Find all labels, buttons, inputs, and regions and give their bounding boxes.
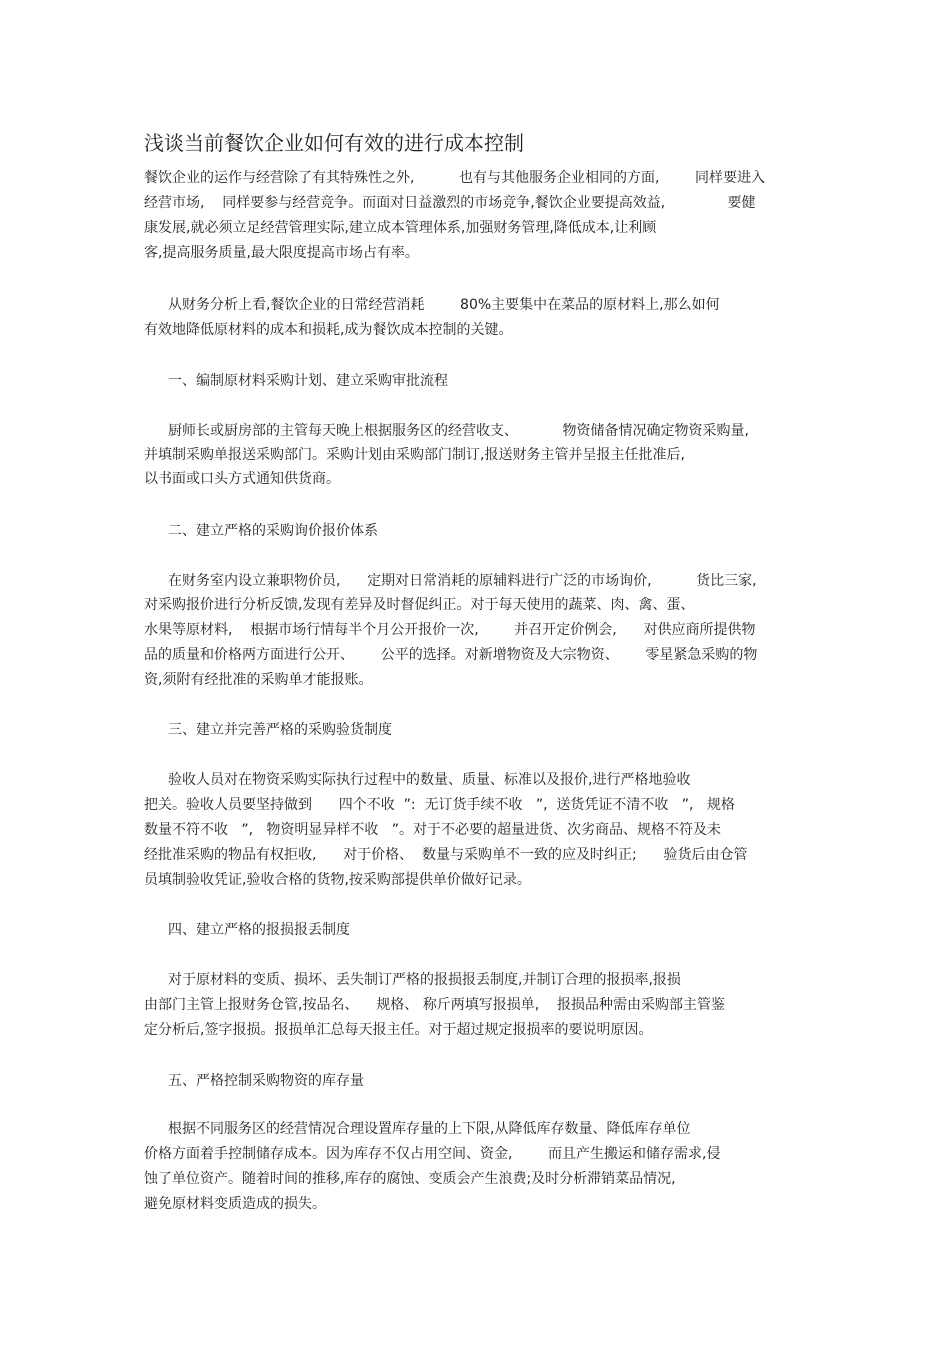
section-3-line-3: 数量不符不收 ”, 物资明显异样不收 ”。对于不必要的超量进货、次劣商品、规格不符及未: [144, 822, 722, 838]
section-2-line-2: 对采购报价进行分析反馈,发现有差异及时督促纠正。对于每天使用的蔬菜、肉、禽、蛋、: [144, 597, 695, 613]
section-3-heading: 三、建立并完善严格的采购验货制度: [168, 722, 392, 738]
section-1-line-1: 厨师长或厨房部的主管每天晚上根据服务区的经营收支、 物资储备情况确定物资采购量,: [168, 423, 749, 439]
section-1-line-3: 以书面或口头方式通知供货商。: [144, 471, 340, 487]
section-2-line-5: 资,须附有经批准的采购单才能报账。: [144, 672, 373, 688]
intro-line-1: 餐饮企业的运作与经营除了有其特殊性之外, 也有与其他服务企业相同的方面, 同样要进入: [144, 170, 766, 186]
section-5-line-4: 避免原材料变质造成的损失。: [144, 1196, 326, 1212]
section-3-line-4: 经批准采购的物品有权拒收, 对于价格、 数量与采购单不一致的应及时纠正; 验货后由仓管: [144, 847, 748, 863]
section-5-line-3: 蚀了单位资产。随着时间的推移,库存的腐蚀、变质会产生浪费;及时分析滞销菜品情况,: [144, 1171, 676, 1187]
section-2-line-4: 品的质量和价格两方面进行公开、 公平的选择。对新增物资及大宗物资、 零星紧急采购的物: [144, 647, 758, 663]
section-4-line-3: 定分析后,签字报损。报损单汇总每天报主任。对于超过规定报损率的要说明原因。: [144, 1022, 653, 1038]
document-title: 浅谈当前餐饮企业如何有效的进行成本控制: [144, 131, 524, 155]
section-2-line-3: 水果等原材料, 根据市场行情每半个月公开报价一次, 并召开定价例会, 对供应商所提供物: [144, 622, 756, 638]
section-4-line-1: 对于原材料的变质、损坏、丢失制订严格的报损报丢制度,并制订合理的报损率,报损: [168, 972, 681, 988]
section-5-line-2: 价格方面着手控制储存成本。因为库存不仅占用空间、资金, 而且产生搬运和储存需求,侵: [144, 1146, 721, 1162]
section-3-line-1: 验收人员对在物资采购实际执行过程中的数量、质量、标准以及报价,进行严格地验收: [168, 772, 691, 788]
section-4-line-2: 由部门主管上报财务仓管,按品名、 规格、 称斤两填写报损单, 报损品种需由采购部主管鉴: [144, 997, 725, 1013]
intro-line-2: 经营市场, 同样要参与经营竞争。而面对日益激烈的市场竞争,餐饮企业要提高效益, 要健: [144, 195, 756, 211]
section-5-line-1: 根据不同服务区的经营情况合理设置库存量的上下限,从降低库存数量、降低库存单位: [168, 1121, 691, 1137]
finance-line-1: 从财务分析上看,餐饮企业的日常经营消耗 80%主要集中在菜品的原材料上,那么如何: [168, 297, 720, 313]
section-2-line-1: 在财务室内设立兼职物价员, 定期对日常消耗的原辅料进行广泛的市场询价, 货比三家,: [168, 573, 757, 589]
section-5-heading: 五、严格控制采购物资的库存量: [168, 1073, 364, 1089]
intro-line-4: 客,提高服务质量,最大限度提高市场占有率。: [144, 245, 419, 261]
section-2-heading: 二、建立严格的采购询价报价体系: [168, 523, 378, 539]
section-3-line-2: 把关。验收人员要坚持做到 四个不收 ”: 无订货手续不收 ”, 送货凭证不清不收 ”, 规格: [144, 797, 735, 813]
section-3-line-5: 员填制验收凭证,验收合格的货物,按采购部提供单价做好记录。: [144, 872, 531, 888]
intro-line-3: 康发展,就必须立足经营管理实际,建立成本管理体系,加强财务管理,降低成本,让利顾: [144, 220, 657, 236]
finance-line-2: 有效地降低原材料的成本和损耗,成为餐饮成本控制的关键。: [144, 322, 513, 338]
section-1-heading: 一、编制原材料采购计划、建立采购审批流程: [168, 373, 448, 389]
section-1-line-2: 并填制采购单报送采购部门。采购计划由采购部门制订,报送财务主管并呈报主任批准后,: [144, 447, 685, 463]
section-4-heading: 四、建立严格的报损报丢制度: [168, 922, 350, 938]
